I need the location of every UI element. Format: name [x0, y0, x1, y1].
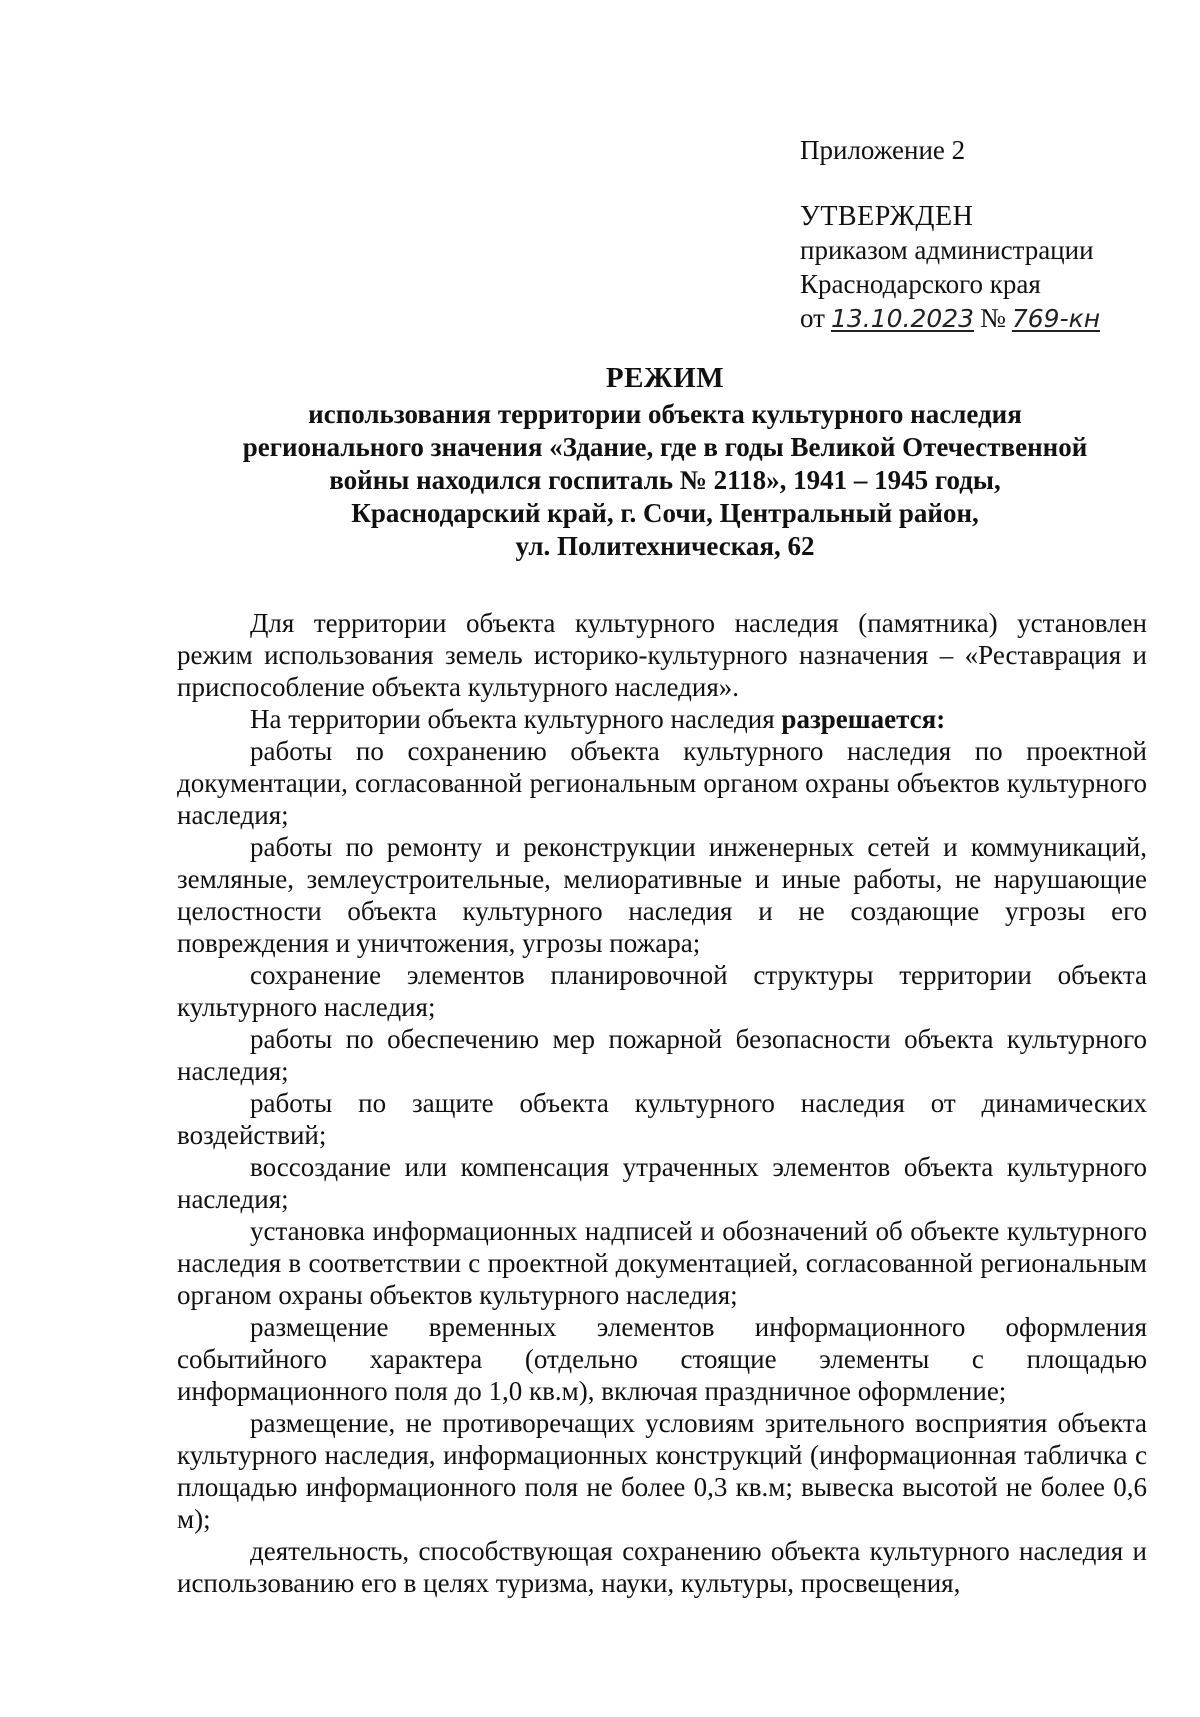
document-body [177, 607, 1147, 1599]
list-item: размещение временных элементов информационного оформления событийного характера (отдельно стоящие элементы с площадью информационного поля до 1,0 кв.м), включая праздничное оформление; [177, 1312, 1147, 1406]
number-prefix: № [980, 303, 1006, 333]
list-item: сохранение элементов планировочной структуры территории объекта культурного наследия; [177, 960, 1147, 1022]
list-item: воссоздание или компенсация утраченных элементов объекта культурного наследия; [177, 1152, 1147, 1214]
annex-text: Приложение 2 [800, 135, 966, 165]
approved-text: УТВЕРЖДЕН [800, 201, 974, 232]
title-line-2: регионального значения «Здание, где в годы Великой Отечественной [242, 432, 1088, 462]
list-item: работы по защите объекта культурного наследия от динамических воздействий; [177, 1088, 1147, 1150]
title-line-5: ул. Политехническая, 62 [515, 531, 815, 561]
title-main: РЕЖИМ [605, 362, 725, 394]
approval-line-1: приказом администрации [800, 235, 1094, 265]
list-item: установка информационных надписей и обозначений об объекте культурного наследия в соответствии с проектной документацией, согласованной региональным органом охраны объектов культурного наследия; [177, 1216, 1147, 1310]
date-prefix: от [800, 303, 825, 333]
allowed-prefix: На территории объекта культурного наследия [250, 704, 782, 734]
title-line-1: использования территории объекта культурного наследия [308, 399, 1022, 429]
list-item: работы по обеспечению мер пожарной безопасности объекта культурного наследия; [177, 1024, 1147, 1086]
handwritten-date: 13.10.2023 [830, 304, 975, 333]
allowed-bold: разрешается: [781, 704, 946, 734]
title-line-3: войны находился госпиталь № 2118», 1941 – 1945 годы, [329, 465, 1001, 495]
intro-paragraph: Для территории объекта культурного наследия (памятника) установлен режим использования земель историко-культурного назначения – «Реставрация и приспособление объекта культурного наследия». [177, 608, 1147, 702]
approval-date-number [800, 301, 1106, 336]
title-line-4: Краснодарский край, г. Сочи, Центральный район, [351, 498, 979, 528]
approval-stamp-heading [800, 200, 973, 234]
list-item: работы по сохранению объекта культурного наследия по проектной документации, согласованной региональным органом охраны объектов культурного наследия; [177, 736, 1147, 830]
handwritten-number: 769-кн [1011, 304, 1101, 333]
approval-line-2: Краснодарского края [800, 269, 1041, 299]
annex-label [800, 133, 965, 167]
approval-block [800, 233, 1106, 336]
allowed-paragraph [177, 703, 1147, 735]
list-item: размещение, не противоречащих условиям зрительного восприятия объекта культурного наследия, информационных конструкций (информационная табличка с площадью информационного поля не более 0,3 кв.м; вывеска высотой не более 0,6 м); [177, 1408, 1147, 1534]
document-title [170, 362, 1160, 563]
list-item: работы по ремонту и реконструкции инженерных сетей и коммуникаций, земляные, землеустроительные, мелиоративные и иные работы, не нарушающие целостности объекта культурного наследия и не создающие угрозы его повреждения и уничтожения, угрозы пожара; [177, 832, 1147, 958]
list-item: деятельность, способствующая сохранению объекта культурного наследия и использованию его в целях туризма, науки, культуры, просвещения, [177, 1536, 1147, 1598]
